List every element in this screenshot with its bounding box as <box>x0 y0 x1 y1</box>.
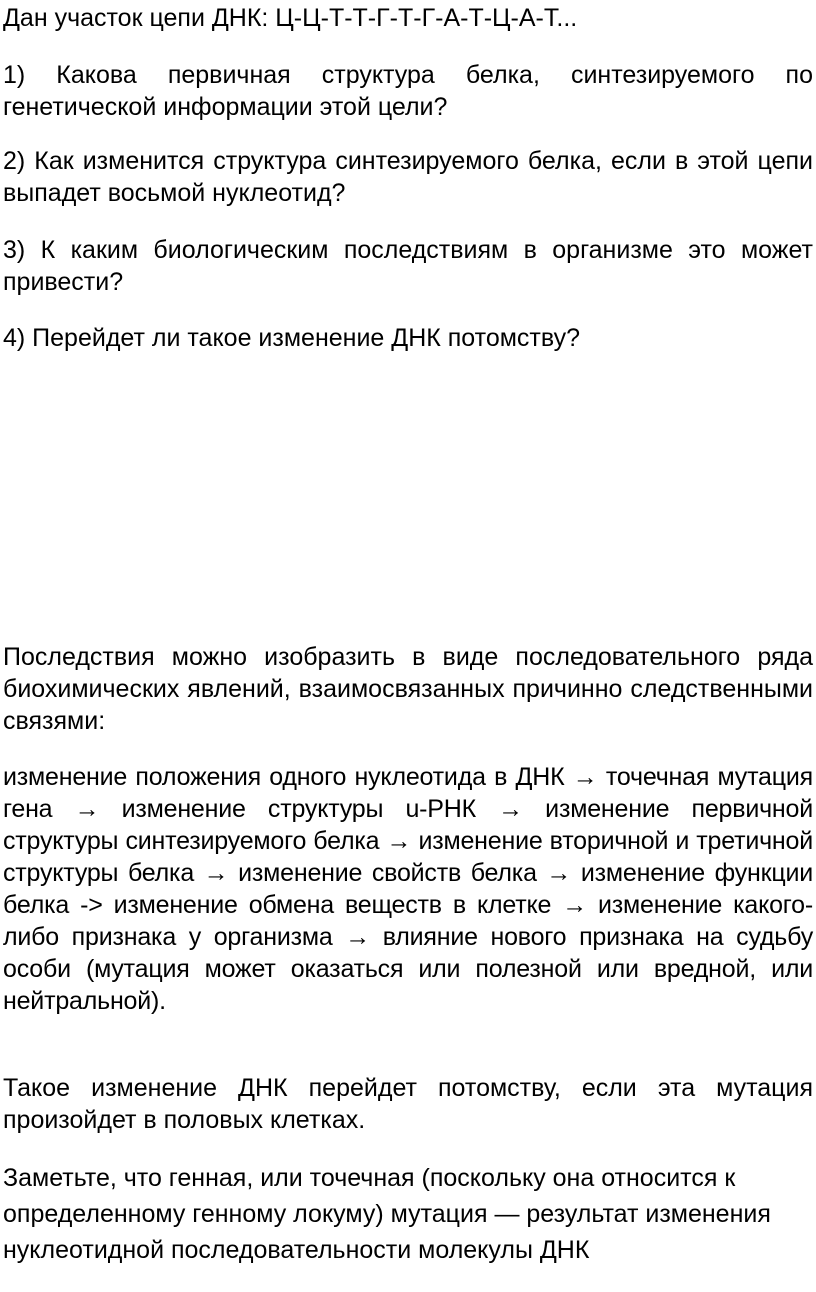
question-3: 3) К каким биологическим последствиям в организме это может привести? <box>3 236 813 296</box>
answer-chain: изменение положения одного нуклеотида в ДНК → точечная мутация гена → изменение структуры u-РНК → изменение первичной структуры синтезируемого белка → изменение вторичной и третичной структуры белка → изменение свойств белка → изменение функции белка -> изменение обмена веществ в клетке → изменение какого-либо признака у организма → влияние нового признака на судьбу особи (мутация может оказаться или полезной или вредной, или нейтральной). <box>3 763 813 1015</box>
question-4: 4) Перейдет ли такое изменение ДНК потомству? <box>3 324 581 352</box>
answer-intro: Последствия можно изобразить в виде последовательного ряда биохимических явлений, взаимосвязанных причинно следственными связями: <box>3 643 813 735</box>
closing-note: Заметьте, что генная, или точечная (поскольку она относится к определенному генному локуму) мутация — результат изменения нуклеотидной последовательности молекулы ДНК <box>3 1164 771 1264</box>
question-2: 2) Как изменится структура синтезируемого белка, если в этой цепи выпадет восьмой нуклеотид? <box>3 147 813 207</box>
task-statement: Дан участок цепи ДНК: Ц-Ц-Т-Т-Г-Т-Г-А-Т-Ц-А-Т... <box>3 4 578 32</box>
question-1: 1) Какова первичная структура белка, синтезируемого по генетической информации этой цели? <box>3 61 813 121</box>
inheritance-note: Такое изменение ДНК перейдет потомству, если эта мутация произойдет в половых клетках. <box>3 1074 813 1134</box>
